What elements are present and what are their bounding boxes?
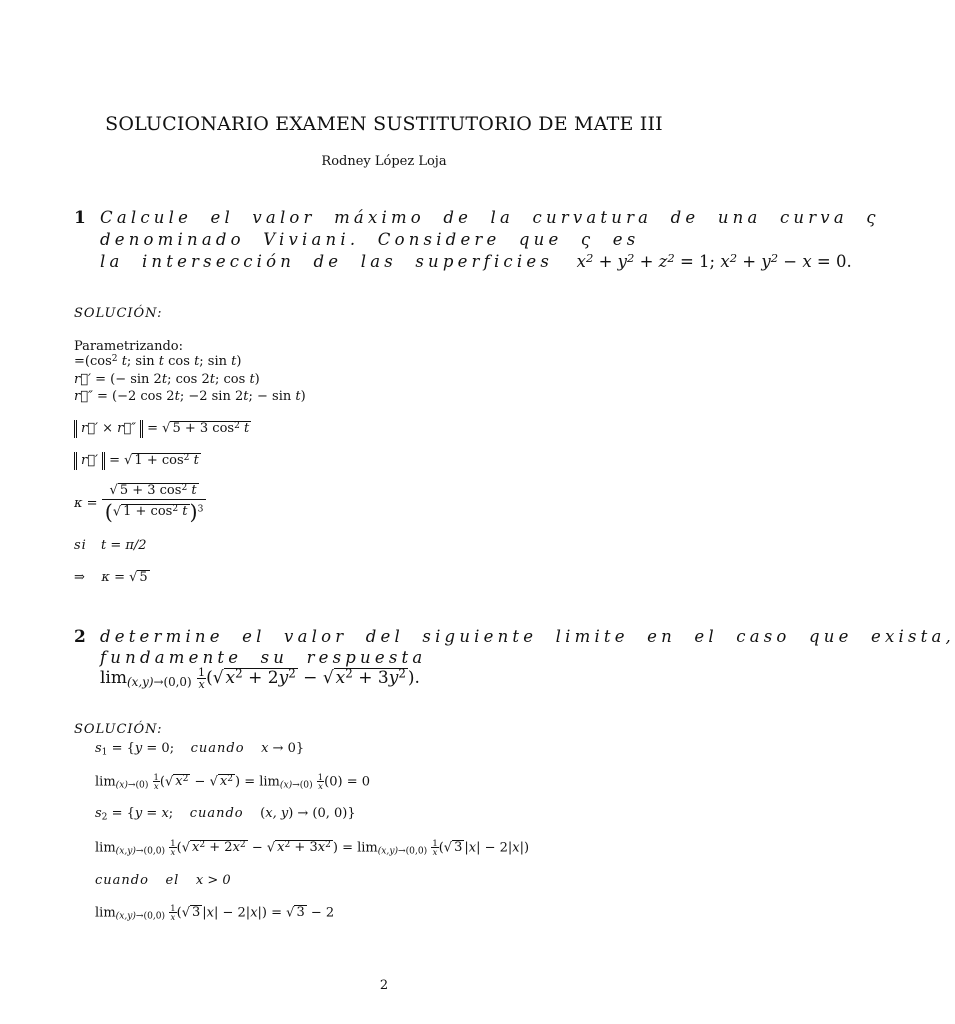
parametrization-label: Parametrizando:: [74, 339, 183, 354]
problem-1-line-2: denominado Viviani. Considere que ς es: [100, 230, 640, 249]
cuando-label: cuando: [190, 741, 245, 756]
limit-along-s2: $\lim_{(x,y)\to(0,0)}$ $\frac{1}{x}$ (√ $x^2 + 2x^2$ − √ $x^2 + 3x^2$ ) = $\lim_{(x,y)\to(0,0)}$ $\frac{1}{x}$ (√ 3 |x| − 2|x|): [95, 838, 530, 858]
x-positive: x > 0: [195, 873, 231, 888]
solution-1-heading: SOLUCIÓN:: [74, 306, 163, 321]
solution-2-heading: SOLUCIÓN:: [74, 722, 163, 737]
curvature-result: ⇒ κ = √ 5: [74, 570, 148, 585]
evaluation-point: [74, 538, 147, 553]
limit-result: $\lim_{(x,y)\to(0,0)}$ $\frac{1}{x}$ (√ 3 |x| − 2|x|) = √ 3 − 2: [95, 903, 335, 923]
limit-along-s1: $\lim_{(x)\to(0)}$ $\frac{1}{x}$ (√ $x^2$ − √ $x^2$ ) = $\lim_{(x)\to(0)}$ $\frac{1}{x}$ (0) = 0: [95, 772, 370, 792]
problem-1-line-3-text: la intersección de las superficies: [100, 252, 553, 271]
first-derivative-norm: r⃗′ = √ $1 + \cos^2 t$: [74, 452, 201, 470]
first-derivative: r⃗′ = (− sin 2t; cos 2t; cos t): [74, 372, 260, 387]
cross-product-norm: r⃗′ × r⃗″ = √ 5 + 3 $\cos^2 t$: [74, 420, 251, 438]
document-author: Rodney López Loja: [321, 154, 447, 169]
cuando-label-2: cuando: [189, 806, 244, 821]
path-s1: $s_1 = \{y = 0$; cuando x → 0}: [95, 741, 305, 758]
path-s2: $s_2 = \{y = x$; cuando (x, y) → (0, 0)}: [95, 806, 356, 823]
parametrization-r: $=(\cos^2$ t; sin t cos t; sin t): [74, 353, 242, 369]
problem-2-number: 2: [74, 627, 86, 647]
problem-2-line-1: determine el valor del siguiente limite en el caso que exista,: [100, 627, 955, 646]
si-label: si: [74, 538, 87, 553]
cuando-label-3: cuando: [95, 873, 149, 888]
problem-1-surfaces-equation: $x^2 + y^2 + z^2 = 1$; $x^2 + y^2 - x = 0$.: [571, 250, 852, 271]
problem-2-line-2: fundamente su respuesta: [100, 648, 427, 667]
t-value: t = π/2: [100, 538, 147, 553]
problem-1-number: 1: [74, 208, 86, 228]
curvature-formula: κ = $\frac{√ 5 + 3 \cos^2 t}{(√ 1 + \cos^2 t)^3}$: [74, 483, 206, 524]
second-derivative: r⃗″ = (−2 cos 2t; −2 sin 2t; − sin t): [74, 389, 306, 404]
problem-1-line-3: [100, 252, 852, 271]
problem-2-limit: $\lim_{(x,y)\to(0,0)}$ $\frac{1}{x}$ (√ $x^2 + 2y^2$ − √ $x^2 + 3y^2$ ).: [100, 666, 420, 692]
condition-x-positive: [95, 873, 231, 888]
problem-1-line-1: Calcule el valor máximo de la curvatura de una curva ς: [100, 208, 880, 227]
el-label: el: [165, 873, 180, 888]
document-title: SOLUCIONARIO EXAMEN SUSTITUTORIO DE MATE III: [105, 113, 663, 135]
page-number: 2: [379, 978, 389, 993]
